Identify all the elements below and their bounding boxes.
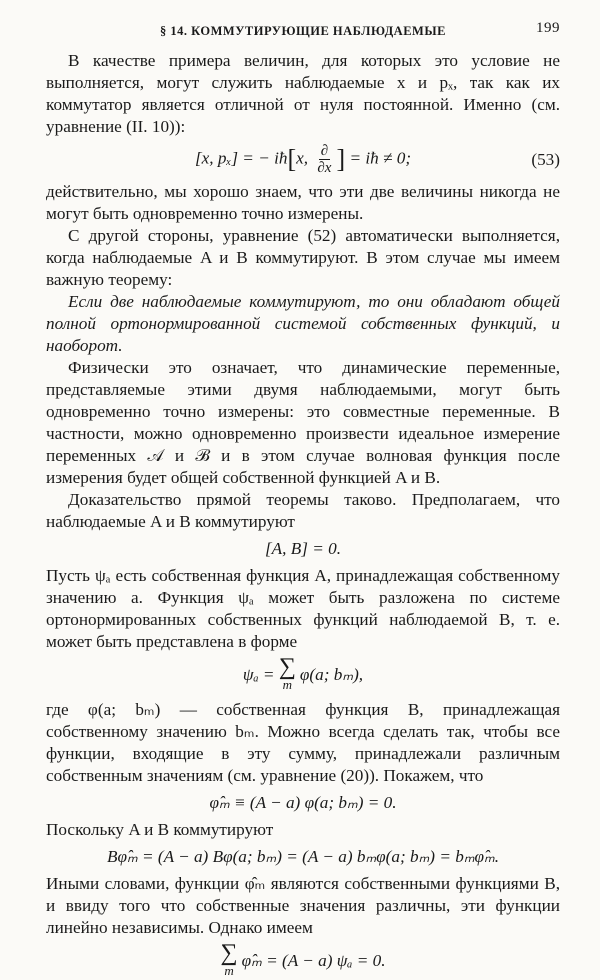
page-number: 199 — [536, 20, 560, 36]
paragraph-9: Иными словами, функции φ̂ₘ являются собственными функциями B, и ввиду того что собственные значения различны, эти функции линейно независимы. Однако имеем — [46, 874, 560, 937]
sum-zero-right: φ̂ₘ = (A − a) ψₐ = 0. — [241, 950, 386, 970]
expansion-right: φ(a; bₘ), — [299, 664, 364, 684]
fraction-denominator: ∂x — [317, 160, 332, 176]
page-body — [46, 50, 560, 980]
equation-number: (53) — [531, 149, 560, 169]
equation-expansion — [46, 654, 560, 694]
equation-53 — [46, 143, 560, 176]
paragraph-7: где φ(a; bₘ) — собственная функция B, принадлежащая собственному значению bₘ. Можно всегда сделать так, чтобы все функции, входящие в эту сумму, принадлежали различным собственным значениям (см. уравнение (20)). Покажем, что — [46, 700, 560, 785]
paragraph-3: С другой стороны, уравнение (52) автоматически выполняется, когда наблюдаемые A и B коммутируют. В этом случае мы имеем важную теорему: — [46, 226, 560, 289]
sum-index: m — [282, 677, 293, 692]
sum-symbol: ∑ — [278, 654, 296, 680]
equation-sum-zero — [46, 940, 560, 980]
sum-symbol-2: ∑ — [220, 940, 238, 966]
paragraph-5: Доказательство прямой теоремы таково. Предполагаем, что наблюдаемые A и B коммутируют — [46, 490, 560, 531]
running-header — [46, 18, 560, 42]
paragraph-1: В качестве примера величин, для которых это условие не выполняется, могут служить наблюдаемые x и pₓ, так как их коммутатор является отличной от нуля постоянной. Именно (см. уравнение (II. 10)): — [46, 51, 560, 136]
eq53-bracket-close: ] — [336, 144, 346, 174]
expansion-left: ψₐ = — [242, 664, 275, 684]
paragraph-4: Физически это означает, что динамические переменные, представляемые этими двумя наблюдаемыми, могут быть одновременно точно измерены: это совместные переменные. В частности, можно одновременно произвести идеальное измерение переменных 𝒜 и ℬ и в этом случае волновая функция после измерения будет общей собственной функцией A и B. — [46, 358, 560, 487]
eq53-right: = iħ ≠ 0; — [349, 148, 412, 168]
sum-index-2: m — [224, 963, 234, 978]
fraction-numerator: ∂ — [320, 143, 329, 159]
paragraph-6: Пусть ψₐ есть собственная функция A, принадлежащая собственному значению a. Функция ψₐ может быть разложена по системе ортонормированных собственных функций наблюдаемой B, т. е. может быть представлена в форме — [46, 566, 560, 651]
sum-operator-2 — [220, 940, 238, 980]
section-title: § 14. КОММУТИРУЮЩИЕ НАБЛЮДАЕМЫЕ — [160, 24, 446, 38]
equation-b-phi: Bφ̂ₘ = (A − a) Bφ(a; bₘ) = (A − a) bₘφ(a; bₘ) = bₘφ̂ₘ. — [106, 847, 500, 866]
equation-commute: [A, B] = 0. — [264, 539, 342, 558]
eq53-bracket-open: [ — [287, 144, 297, 174]
partial-fraction — [315, 143, 333, 176]
paragraph-2: действительно, мы хорошо знаем, что эти две величины никогда не могут быть одновременно точно измерены. — [46, 182, 560, 223]
theorem-statement: Если две наблюдаемые коммутируют, то они обладают общей полной ортонормированной системой собственных функций, и наоборот. — [46, 292, 560, 355]
sum-operator — [278, 654, 296, 694]
paragraph-8: Поскольку A и B коммутируют — [46, 820, 274, 839]
eq53-left: [x, pₓ] = − iħ — [194, 148, 288, 168]
equation-phi-hat: φ̂ₘ ≡ (A − a) φ(a; bₘ) = 0. — [209, 793, 397, 812]
eq53-x: x, — [296, 148, 309, 168]
